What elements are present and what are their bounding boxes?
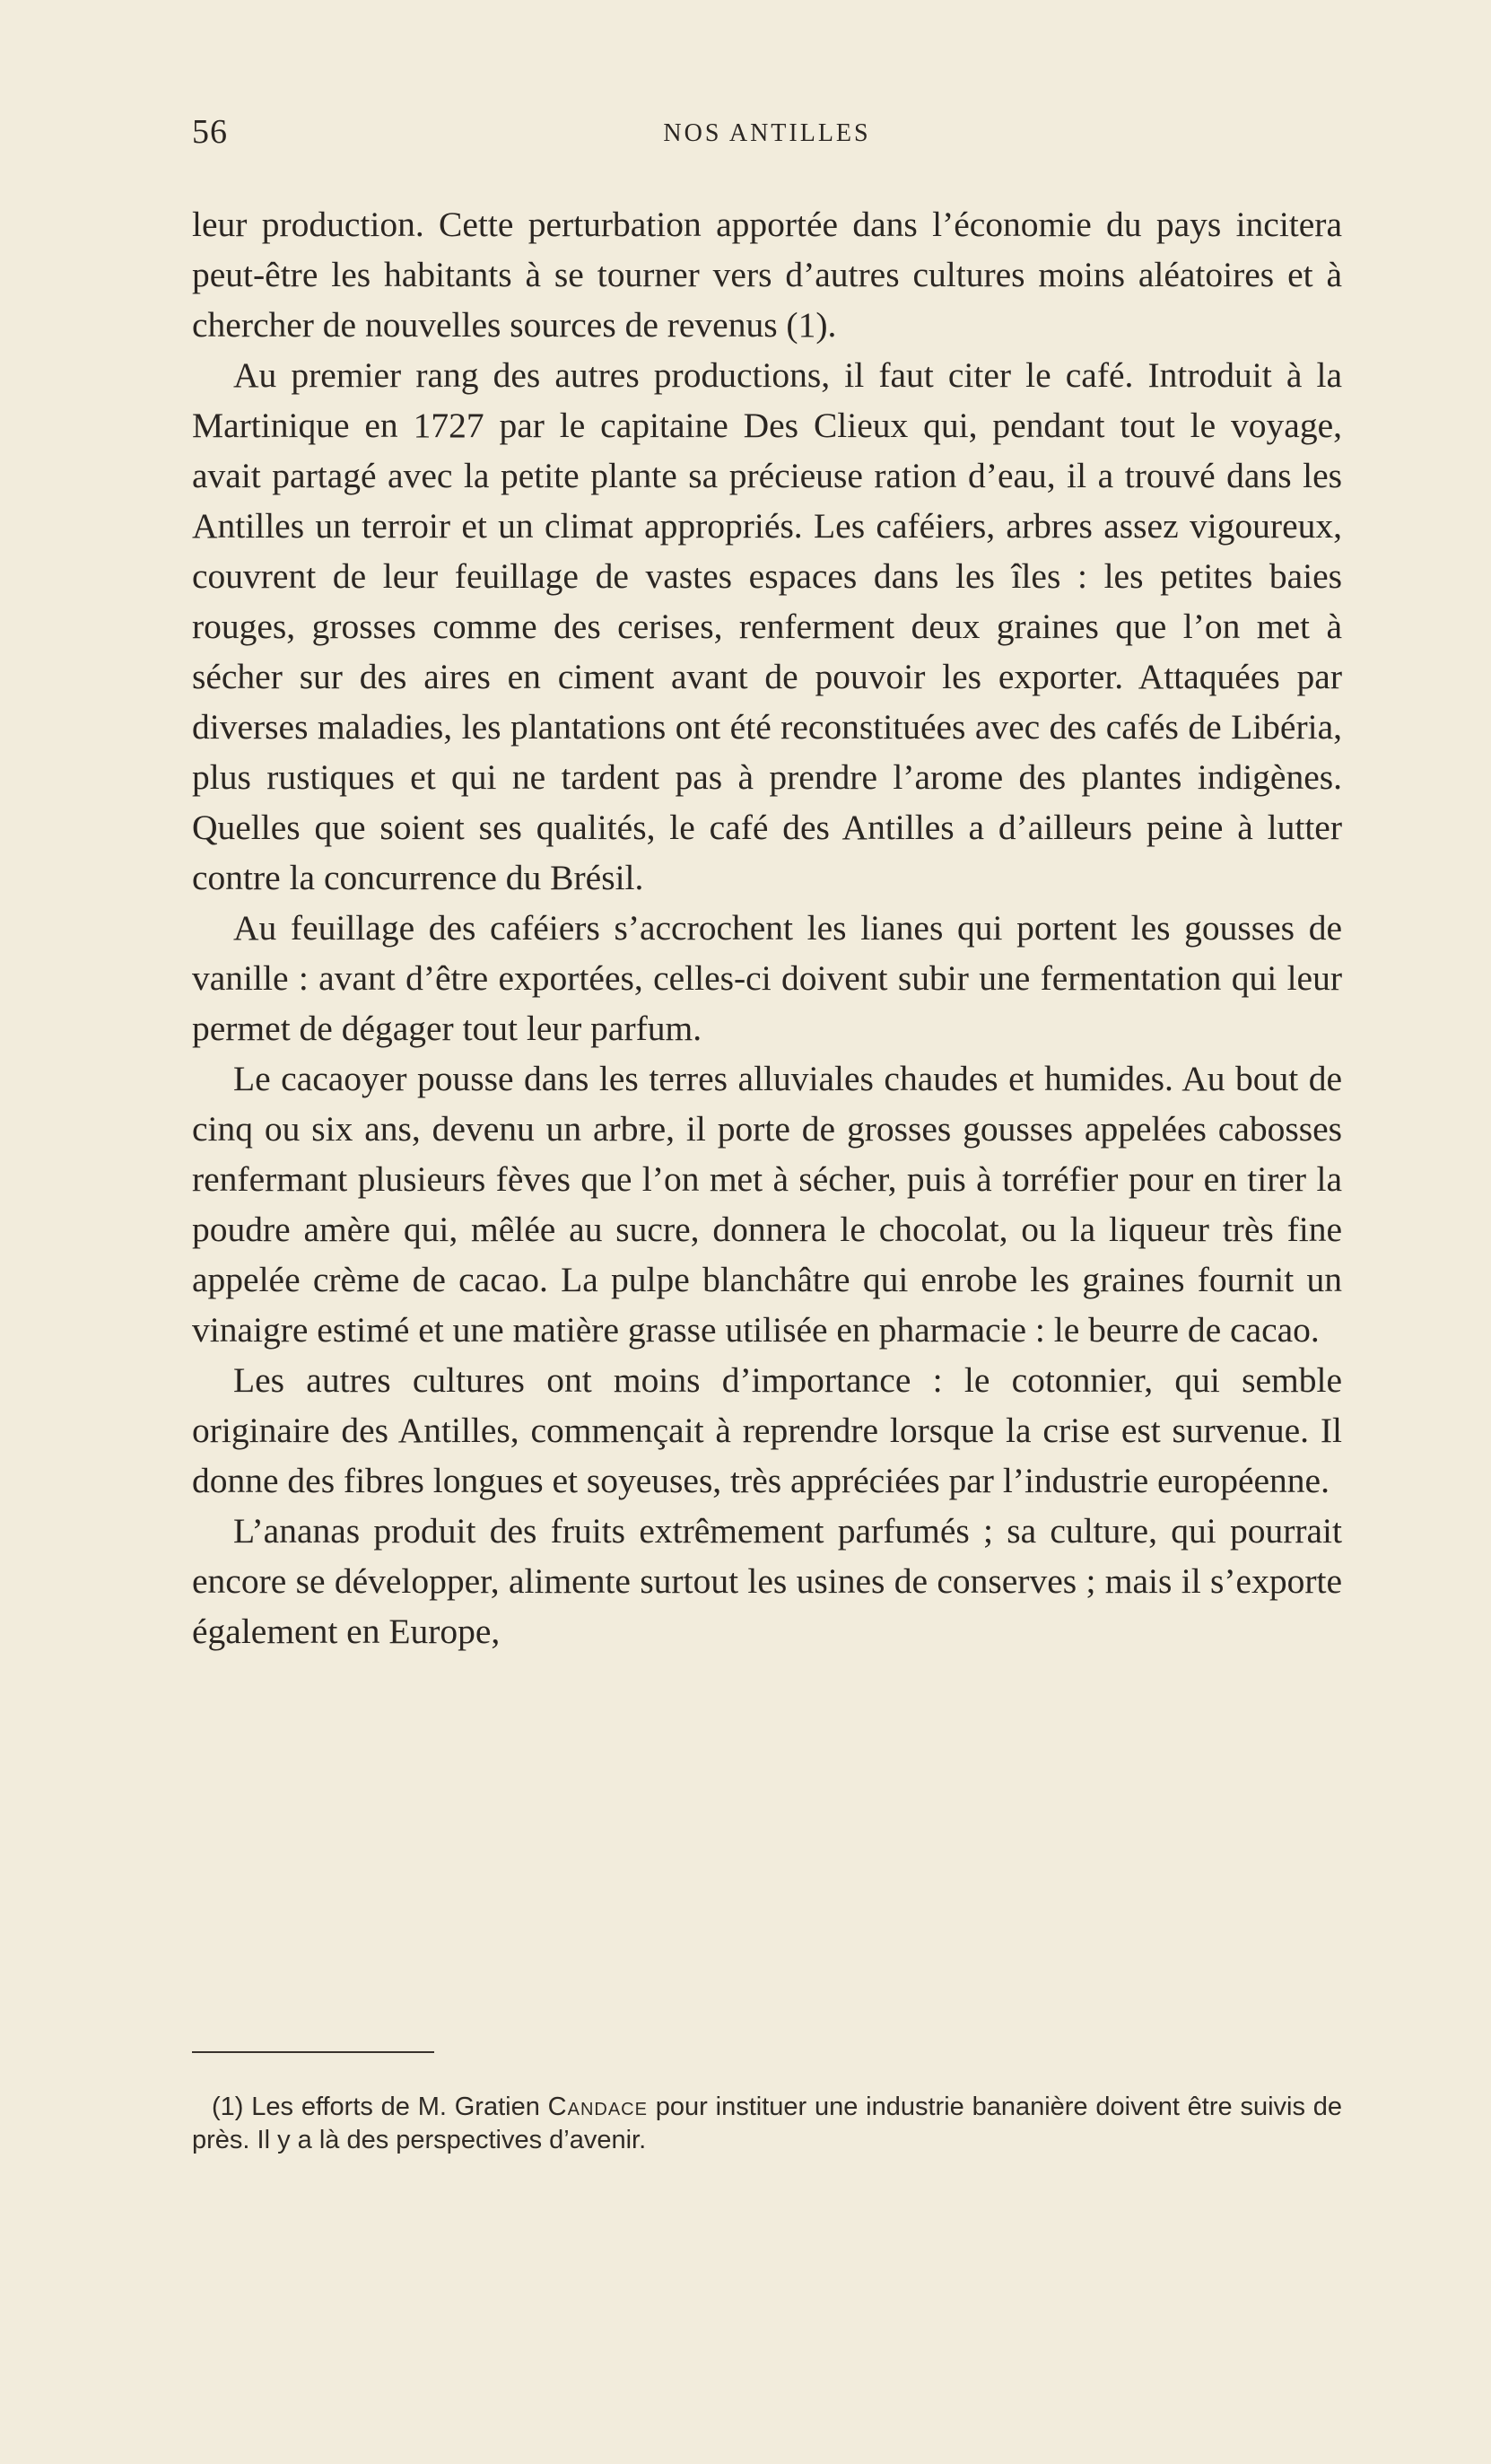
paragraph: Les autres cultures ont moins d’importance : le cotonnier, qui semble originaire des Antilles, commençait à reprendre lorsque la crise est survenue. Il donne des fibres longues et soyeuses, très appréciées par l’industrie européenne. — [192, 1360, 1342, 1500]
running-title: NOS ANTILLES — [663, 119, 871, 147]
paragraph: Au feuillage des caféiers s’accrochent les lianes qui portent les gousses de vanille : avant d’être exportées, celles-ci doivent subir une fermentation qui leur permet de dégager tout leur parfum. — [192, 908, 1342, 1048]
paragraph: leur production. Cette perturbation apportée dans l’économie du pays incitera peut-être les habitants à se tourner vers d’autres cultures moins aléatoires et à chercher de nouvelles sources de revenus (1). — [192, 205, 1342, 345]
footnote-name: Candace — [547, 2093, 648, 2121]
page-number: 56 — [192, 113, 228, 151]
paragraph: Au premier rang des autres productions, il faut citer le café. Introduit à la Martinique en 1727 par le capitaine Des Clieux qui, pendant tout le voyage, avait partagé avec la petite plante sa précieuse ration d’eau, il a trouvé dans les Antilles un terroir et un climat appropriés. Les caféiers, arbres assez vigoureux, couvrent de leur feuillage de vastes espaces dans les îles : les petites baies rouges, grosses comme des cerises, renferment deux graines que l’on met à sécher sur des aires en ciment avant de pouvoir les exporter. Attaquées par diverses maladies, les plantations ont été reconstituées avec des cafés de Libéria, plus rustiques et qui ne tardent pas à prendre l’arome des plantes indigènes. Quelles que soient ses qualités, le café des Antilles a d’ailleurs peine à lutter contre la concurrence du Brésil. — [192, 355, 1342, 897]
footnote-text-after: pour instituer une industrie bananière doivent être suivis de près. Il y a là des perspectives d’avenir. — [192, 2093, 1343, 2154]
footnote-divider — [192, 2051, 434, 2053]
paragraph: L’ananas produit des fruits extrêmement parfumés ; sa culture, qui pourrait encore se développer, alimente surtout les usines de conserves ; mais il s’exporte également en Europe, — [192, 1511, 1342, 1651]
body-text — [192, 199, 1342, 1656]
footnote — [192, 2091, 1342, 2157]
footnote-text-before: Les efforts de M. Gratien — [251, 2093, 540, 2121]
paragraph: Le cacaoyer pousse dans les terres alluviales chaudes et humides. Au bout de cinq ou six ans, devenu un arbre, il porte de grosses gousses appelées cabosses renfermant plusieurs fèves que l’on met à sécher, puis à torréfier pour en tirer la poudre amère qui, mêlée au sucre, donnera le chocolat, ou la liqueur très fine appelée crème de cacao. La pulpe blanchâtre qui enrobe les graines fournit un vinaigre estimé et une matière grasse utilisée en pharmacie : le beurre de cacao. — [192, 1059, 1342, 1350]
footnote-marker: (1) — [212, 2093, 244, 2121]
page-header — [192, 112, 1342, 157]
